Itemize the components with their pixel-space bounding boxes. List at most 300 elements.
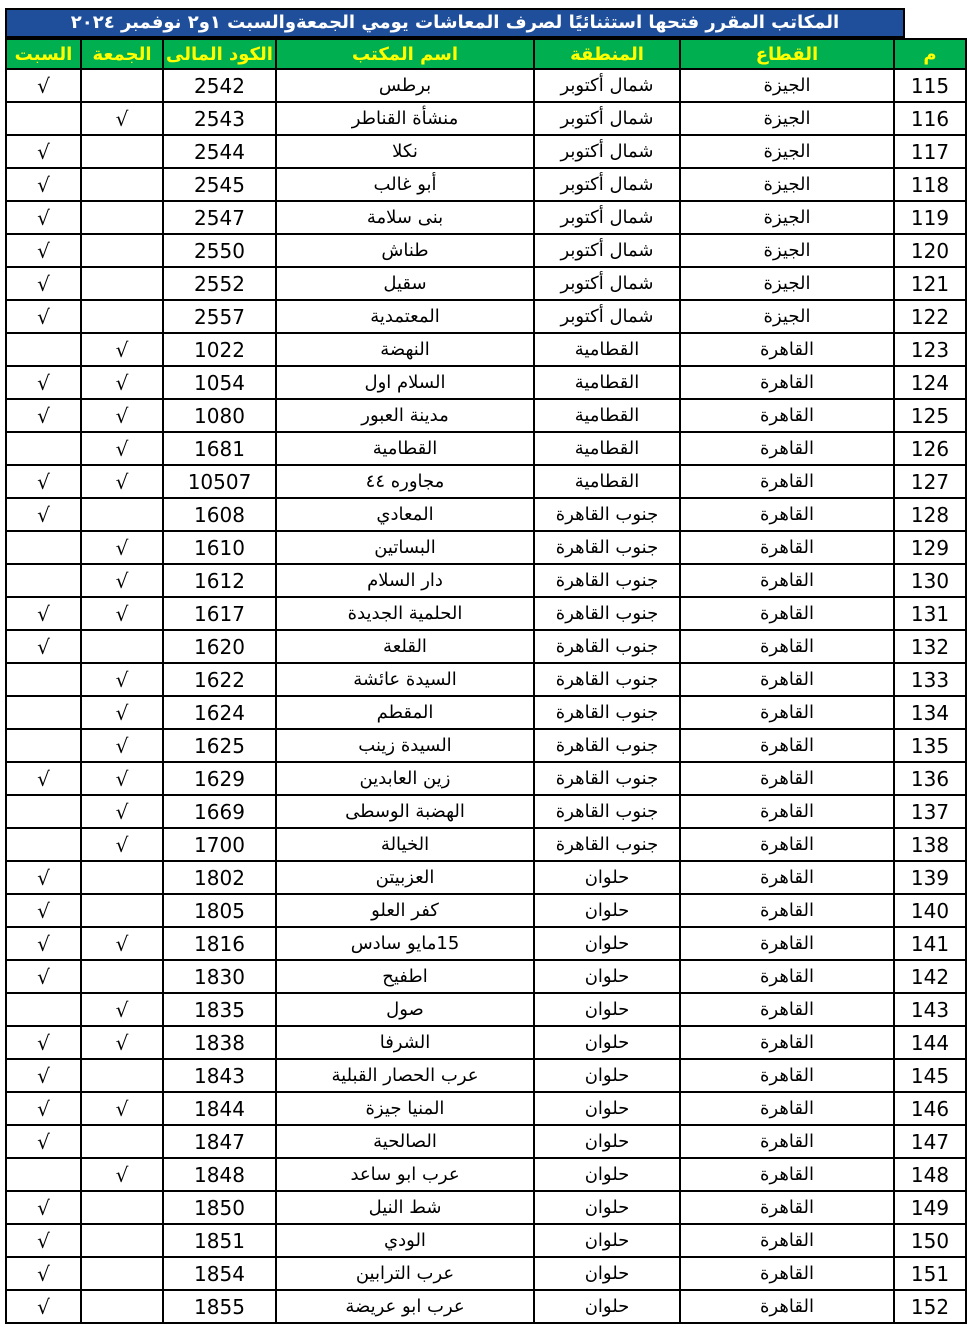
table-row xyxy=(6,69,966,102)
cell-region: حلوان xyxy=(534,1092,680,1125)
cell-office: صول xyxy=(276,993,534,1026)
cell-code: 1612 xyxy=(163,564,276,597)
cell-friday-mark: √ xyxy=(81,729,163,762)
cell-sector: القاهرة xyxy=(680,531,894,564)
header-office: اسم المكتب xyxy=(276,39,534,69)
cell-sector: القاهرة xyxy=(680,993,894,1026)
cell-sector: القاهرة xyxy=(680,663,894,696)
cell-sector: القاهرة xyxy=(680,927,894,960)
cell-region: جنوب القاهرة xyxy=(534,762,680,795)
cell-region: جنوب القاهرة xyxy=(534,696,680,729)
cell-office: المنيا جيزة xyxy=(276,1092,534,1125)
cell-code: 1848 xyxy=(163,1158,276,1191)
cell-sector: الجيزة xyxy=(680,168,894,201)
cell-num: 136 xyxy=(894,762,966,795)
cell-friday-mark: √ xyxy=(81,993,163,1026)
cell-sector: القاهرة xyxy=(680,498,894,531)
cell-sector: القاهرة xyxy=(680,1059,894,1092)
cell-saturday-mark: √ xyxy=(6,1125,81,1158)
cell-num: 141 xyxy=(894,927,966,960)
cell-region: جنوب القاهرة xyxy=(534,498,680,531)
cell-office: النهضة xyxy=(276,333,534,366)
cell-office: دار السلام xyxy=(276,564,534,597)
cell-friday-mark xyxy=(81,1290,163,1323)
cell-num: 132 xyxy=(894,630,966,663)
cell-num: 128 xyxy=(894,498,966,531)
cell-num: 146 xyxy=(894,1092,966,1125)
cell-friday-mark: √ xyxy=(81,927,163,960)
cell-num: 143 xyxy=(894,993,966,1026)
cell-friday-mark xyxy=(81,861,163,894)
table-row xyxy=(6,960,966,993)
table-row xyxy=(6,432,966,465)
cell-sector: القاهرة xyxy=(680,1224,894,1257)
cell-friday-mark xyxy=(81,960,163,993)
cell-sector: الجيزة xyxy=(680,135,894,168)
cell-saturday-mark xyxy=(6,828,81,861)
cell-friday-mark: √ xyxy=(81,1026,163,1059)
cell-saturday-mark xyxy=(6,102,81,135)
cell-num: 118 xyxy=(894,168,966,201)
cell-office: السلام اول xyxy=(276,366,534,399)
cell-saturday-mark: √ xyxy=(6,960,81,993)
cell-num: 144 xyxy=(894,1026,966,1059)
table-row xyxy=(6,1257,966,1290)
cell-code: 1850 xyxy=(163,1191,276,1224)
cell-sector: القاهرة xyxy=(680,432,894,465)
cell-sector: القاهرة xyxy=(680,1092,894,1125)
header-saturday: السبت xyxy=(6,39,81,69)
cell-office: القطامية xyxy=(276,432,534,465)
cell-office: المعتمدية xyxy=(276,300,534,333)
cell-region: حلوان xyxy=(534,993,680,1026)
cell-region: حلوان xyxy=(534,1125,680,1158)
cell-saturday-mark xyxy=(6,432,81,465)
cell-sector: القاهرة xyxy=(680,1026,894,1059)
cell-office: السيدة عائشة xyxy=(276,663,534,696)
cell-saturday-mark: √ xyxy=(6,135,81,168)
cell-region: جنوب القاهرة xyxy=(534,795,680,828)
cell-num: 139 xyxy=(894,861,966,894)
cell-office: عرب ابو ساعد xyxy=(276,1158,534,1191)
cell-office: اطفيح xyxy=(276,960,534,993)
cell-office: البساتين xyxy=(276,531,534,564)
cell-code: 2547 xyxy=(163,201,276,234)
cell-region: جنوب القاهرة xyxy=(534,564,680,597)
cell-saturday-mark: √ xyxy=(6,168,81,201)
cell-sector: القاهرة xyxy=(680,366,894,399)
cell-friday-mark xyxy=(81,300,163,333)
cell-office: كفر العلو xyxy=(276,894,534,927)
cell-office: الحلمية الجديدة xyxy=(276,597,534,630)
cell-office: عرب ابو عريضة xyxy=(276,1290,534,1323)
cell-region: حلوان xyxy=(534,1224,680,1257)
cell-friday-mark xyxy=(81,69,163,102)
cell-saturday-mark: √ xyxy=(6,894,81,927)
cell-num: 149 xyxy=(894,1191,966,1224)
cell-code: 1816 xyxy=(163,927,276,960)
cell-saturday-mark xyxy=(6,795,81,828)
cell-region: جنوب القاهرة xyxy=(534,630,680,663)
cell-code: 1700 xyxy=(163,828,276,861)
cell-saturday-mark xyxy=(6,696,81,729)
cell-region: حلوان xyxy=(534,1257,680,1290)
cell-code: 2544 xyxy=(163,135,276,168)
cell-friday-mark: √ xyxy=(81,663,163,696)
cell-saturday-mark: √ xyxy=(6,630,81,663)
cell-num: 142 xyxy=(894,960,966,993)
cell-friday-mark: √ xyxy=(81,762,163,795)
cell-office: الصالحية xyxy=(276,1125,534,1158)
cell-sector: الجيزة xyxy=(680,234,894,267)
cell-friday-mark: √ xyxy=(81,1092,163,1125)
table-row xyxy=(6,696,966,729)
cell-friday-mark: √ xyxy=(81,366,163,399)
cell-office: عرب الترابين xyxy=(276,1257,534,1290)
cell-friday-mark xyxy=(81,1257,163,1290)
header-region: المنطقة xyxy=(534,39,680,69)
cell-sector: القاهرة xyxy=(680,333,894,366)
cell-code: 1854 xyxy=(163,1257,276,1290)
cell-sector: القاهرة xyxy=(680,762,894,795)
table-row xyxy=(6,1290,966,1323)
cell-friday-mark: √ xyxy=(81,399,163,432)
cell-code: 1844 xyxy=(163,1092,276,1125)
cell-friday-mark xyxy=(81,1191,163,1224)
cell-code: 1622 xyxy=(163,663,276,696)
table-row xyxy=(6,300,966,333)
header-num: م xyxy=(894,39,966,69)
cell-region: جنوب القاهرة xyxy=(534,828,680,861)
cell-friday-mark: √ xyxy=(81,828,163,861)
cell-region: حلوان xyxy=(534,1290,680,1323)
cell-sector: القاهرة xyxy=(680,1125,894,1158)
table-row xyxy=(6,234,966,267)
cell-office: 15مايو سادس xyxy=(276,927,534,960)
cell-region: القطامية xyxy=(534,366,680,399)
cell-code: 10507 xyxy=(163,465,276,498)
cell-saturday-mark xyxy=(6,564,81,597)
cell-saturday-mark: √ xyxy=(6,399,81,432)
cell-num: 133 xyxy=(894,663,966,696)
cell-friday-mark xyxy=(81,135,163,168)
table-row xyxy=(6,729,966,762)
cell-office: برطس xyxy=(276,69,534,102)
cell-saturday-mark: √ xyxy=(6,1059,81,1092)
cell-office: مجاوره ٤٤ xyxy=(276,465,534,498)
cell-friday-mark: √ xyxy=(81,795,163,828)
cell-code: 2552 xyxy=(163,267,276,300)
cell-code: 1620 xyxy=(163,630,276,663)
cell-code: 2542 xyxy=(163,69,276,102)
cell-friday-mark: √ xyxy=(81,465,163,498)
cell-office: منشأة القناطر xyxy=(276,102,534,135)
offices-table xyxy=(5,38,967,1324)
cell-region: حلوان xyxy=(534,1026,680,1059)
cell-sector: القاهرة xyxy=(680,696,894,729)
cell-code: 1835 xyxy=(163,993,276,1026)
table-row xyxy=(6,366,966,399)
cell-region: شمال أكتوبر xyxy=(534,234,680,267)
cell-saturday-mark: √ xyxy=(6,366,81,399)
cell-sector: الجيزة xyxy=(680,300,894,333)
cell-region: حلوان xyxy=(534,1191,680,1224)
cell-sector: القاهرة xyxy=(680,960,894,993)
cell-office: العزبيتن xyxy=(276,861,534,894)
cell-region: القطامية xyxy=(534,333,680,366)
cell-num: 148 xyxy=(894,1158,966,1191)
cell-code: 1830 xyxy=(163,960,276,993)
cell-office: أبو غالب xyxy=(276,168,534,201)
cell-region: القطامية xyxy=(534,465,680,498)
cell-office: القلعة xyxy=(276,630,534,663)
cell-office: نكلا xyxy=(276,135,534,168)
cell-code: 1054 xyxy=(163,366,276,399)
table-row xyxy=(6,1125,966,1158)
cell-sector: الجيزة xyxy=(680,267,894,300)
table-row xyxy=(6,267,966,300)
cell-num: 150 xyxy=(894,1224,966,1257)
cell-office: شط النيل xyxy=(276,1191,534,1224)
cell-office: الودي xyxy=(276,1224,534,1257)
cell-region: جنوب القاهرة xyxy=(534,729,680,762)
cell-saturday-mark: √ xyxy=(6,234,81,267)
cell-code: 1802 xyxy=(163,861,276,894)
cell-num: 117 xyxy=(894,135,966,168)
cell-sector: القاهرة xyxy=(680,828,894,861)
cell-saturday-mark: √ xyxy=(6,1290,81,1323)
cell-num: 121 xyxy=(894,267,966,300)
table-row xyxy=(6,927,966,960)
cell-code: 1610 xyxy=(163,531,276,564)
cell-sector: القاهرة xyxy=(680,1191,894,1224)
cell-saturday-mark xyxy=(6,531,81,564)
cell-region: حلوان xyxy=(534,1158,680,1191)
table-row xyxy=(6,993,966,1026)
cell-saturday-mark xyxy=(6,333,81,366)
cell-code: 1608 xyxy=(163,498,276,531)
cell-code: 1669 xyxy=(163,795,276,828)
cell-office: المعادي xyxy=(276,498,534,531)
cell-region: القطامية xyxy=(534,399,680,432)
table-row xyxy=(6,597,966,630)
cell-num: 125 xyxy=(894,399,966,432)
cell-saturday-mark: √ xyxy=(6,1191,81,1224)
cell-region: حلوان xyxy=(534,927,680,960)
table-row xyxy=(6,333,966,366)
cell-friday-mark: √ xyxy=(81,531,163,564)
cell-region: حلوان xyxy=(534,960,680,993)
cell-code: 2543 xyxy=(163,102,276,135)
table-row xyxy=(6,498,966,531)
cell-sector: الجيزة xyxy=(680,201,894,234)
table-row xyxy=(6,201,966,234)
cell-saturday-mark: √ xyxy=(6,927,81,960)
table-row xyxy=(6,1158,966,1191)
cell-friday-mark xyxy=(81,630,163,663)
cell-region: جنوب القاهرة xyxy=(534,597,680,630)
cell-code: 1617 xyxy=(163,597,276,630)
cell-office: عرب الحصار القبلية xyxy=(276,1059,534,1092)
cell-num: 127 xyxy=(894,465,966,498)
cell-saturday-mark xyxy=(6,663,81,696)
cell-office: الخيالة xyxy=(276,828,534,861)
cell-friday-mark xyxy=(81,201,163,234)
cell-code: 1624 xyxy=(163,696,276,729)
cell-region: شمال أكتوبر xyxy=(534,135,680,168)
cell-code: 1843 xyxy=(163,1059,276,1092)
cell-friday-mark xyxy=(81,168,163,201)
cell-friday-mark: √ xyxy=(81,696,163,729)
cell-region: شمال أكتوبر xyxy=(534,102,680,135)
cell-num: 138 xyxy=(894,828,966,861)
cell-code: 1022 xyxy=(163,333,276,366)
cell-num: 119 xyxy=(894,201,966,234)
cell-office: بنى سلامة xyxy=(276,201,534,234)
header-row xyxy=(6,39,966,69)
cell-code: 1629 xyxy=(163,762,276,795)
cell-region: شمال أكتوبر xyxy=(534,300,680,333)
cell-num: 140 xyxy=(894,894,966,927)
cell-sector: القاهرة xyxy=(680,1290,894,1323)
header-friday: الجمعة xyxy=(81,39,163,69)
cell-saturday-mark: √ xyxy=(6,201,81,234)
cell-office: سقيل xyxy=(276,267,534,300)
cell-code: 1851 xyxy=(163,1224,276,1257)
table-row xyxy=(6,135,966,168)
cell-friday-mark xyxy=(81,234,163,267)
cell-saturday-mark: √ xyxy=(6,1026,81,1059)
table-row xyxy=(6,828,966,861)
cell-num: 129 xyxy=(894,531,966,564)
cell-saturday-mark: √ xyxy=(6,267,81,300)
cell-sector: القاهرة xyxy=(680,1257,894,1290)
cell-region: حلوان xyxy=(534,861,680,894)
sheet-title: المكاتب المقرر فتحها استثنائيًا لصرف المعاشات يومي الجمعةوالسبت ١و٢ نوفمبر ٢٠٢٤ xyxy=(5,8,905,38)
cell-friday-mark: √ xyxy=(81,432,163,465)
cell-code: 2557 xyxy=(163,300,276,333)
cell-saturday-mark: √ xyxy=(6,465,81,498)
cell-saturday-mark xyxy=(6,993,81,1026)
cell-num: 116 xyxy=(894,102,966,135)
cell-friday-mark: √ xyxy=(81,102,163,135)
cell-sector: القاهرة xyxy=(680,894,894,927)
cell-code: 1838 xyxy=(163,1026,276,1059)
cell-sector: القاهرة xyxy=(680,861,894,894)
cell-friday-mark: √ xyxy=(81,1158,163,1191)
table-row xyxy=(6,1059,966,1092)
cell-office: طناش xyxy=(276,234,534,267)
cell-sector: القاهرة xyxy=(680,465,894,498)
table-row xyxy=(6,102,966,135)
table-row xyxy=(6,531,966,564)
cell-saturday-mark: √ xyxy=(6,300,81,333)
cell-sector: القاهرة xyxy=(680,630,894,663)
cell-region: شمال أكتوبر xyxy=(534,201,680,234)
table-row xyxy=(6,1026,966,1059)
table-row xyxy=(6,564,966,597)
cell-office: الشرفا xyxy=(276,1026,534,1059)
table-row xyxy=(6,1224,966,1257)
cell-code: 1681 xyxy=(163,432,276,465)
cell-saturday-mark: √ xyxy=(6,1257,81,1290)
table-row xyxy=(6,663,966,696)
offices-sheet xyxy=(5,8,950,1324)
table-row xyxy=(6,1191,966,1224)
cell-num: 130 xyxy=(894,564,966,597)
cell-saturday-mark: √ xyxy=(6,1092,81,1125)
cell-code: 2545 xyxy=(163,168,276,201)
cell-num: 134 xyxy=(894,696,966,729)
header-code: الكود المالى xyxy=(163,39,276,69)
cell-num: 122 xyxy=(894,300,966,333)
cell-num: 123 xyxy=(894,333,966,366)
cell-sector: القاهرة xyxy=(680,1158,894,1191)
cell-sector: القاهرة xyxy=(680,564,894,597)
cell-saturday-mark: √ xyxy=(6,1224,81,1257)
table-row xyxy=(6,795,966,828)
cell-office: مدينة العبور xyxy=(276,399,534,432)
cell-code: 1805 xyxy=(163,894,276,927)
cell-num: 124 xyxy=(894,366,966,399)
cell-num: 115 xyxy=(894,69,966,102)
cell-num: 145 xyxy=(894,1059,966,1092)
cell-num: 126 xyxy=(894,432,966,465)
table-row xyxy=(6,894,966,927)
cell-num: 147 xyxy=(894,1125,966,1158)
cell-region: جنوب القاهرة xyxy=(534,663,680,696)
cell-friday-mark: √ xyxy=(81,333,163,366)
cell-num: 131 xyxy=(894,597,966,630)
cell-saturday-mark: √ xyxy=(6,597,81,630)
cell-code: 1080 xyxy=(163,399,276,432)
cell-region: القطامية xyxy=(534,432,680,465)
table-row xyxy=(6,1092,966,1125)
cell-region: شمال أكتوبر xyxy=(534,267,680,300)
cell-num: 120 xyxy=(894,234,966,267)
table-row xyxy=(6,630,966,663)
cell-friday-mark xyxy=(81,894,163,927)
cell-region: حلوان xyxy=(534,894,680,927)
cell-saturday-mark xyxy=(6,729,81,762)
cell-region: حلوان xyxy=(534,1059,680,1092)
table-row xyxy=(6,861,966,894)
cell-sector: الجيزة xyxy=(680,102,894,135)
cell-saturday-mark: √ xyxy=(6,762,81,795)
cell-friday-mark xyxy=(81,267,163,300)
cell-friday-mark xyxy=(81,1224,163,1257)
cell-saturday-mark: √ xyxy=(6,498,81,531)
cell-sector: الجيزة xyxy=(680,69,894,102)
header-sector: القطاع xyxy=(680,39,894,69)
cell-friday-mark xyxy=(81,1125,163,1158)
table-row xyxy=(6,399,966,432)
cell-region: شمال أكتوبر xyxy=(534,69,680,102)
cell-code: 1625 xyxy=(163,729,276,762)
cell-num: 137 xyxy=(894,795,966,828)
cell-sector: القاهرة xyxy=(680,795,894,828)
cell-num: 152 xyxy=(894,1290,966,1323)
cell-saturday-mark xyxy=(6,1158,81,1191)
cell-office: زين العابدين xyxy=(276,762,534,795)
cell-code: 1855 xyxy=(163,1290,276,1323)
cell-code: 1847 xyxy=(163,1125,276,1158)
table-row xyxy=(6,465,966,498)
cell-sector: القاهرة xyxy=(680,597,894,630)
cell-saturday-mark: √ xyxy=(6,861,81,894)
cell-saturday-mark: √ xyxy=(6,69,81,102)
cell-sector: القاهرة xyxy=(680,729,894,762)
